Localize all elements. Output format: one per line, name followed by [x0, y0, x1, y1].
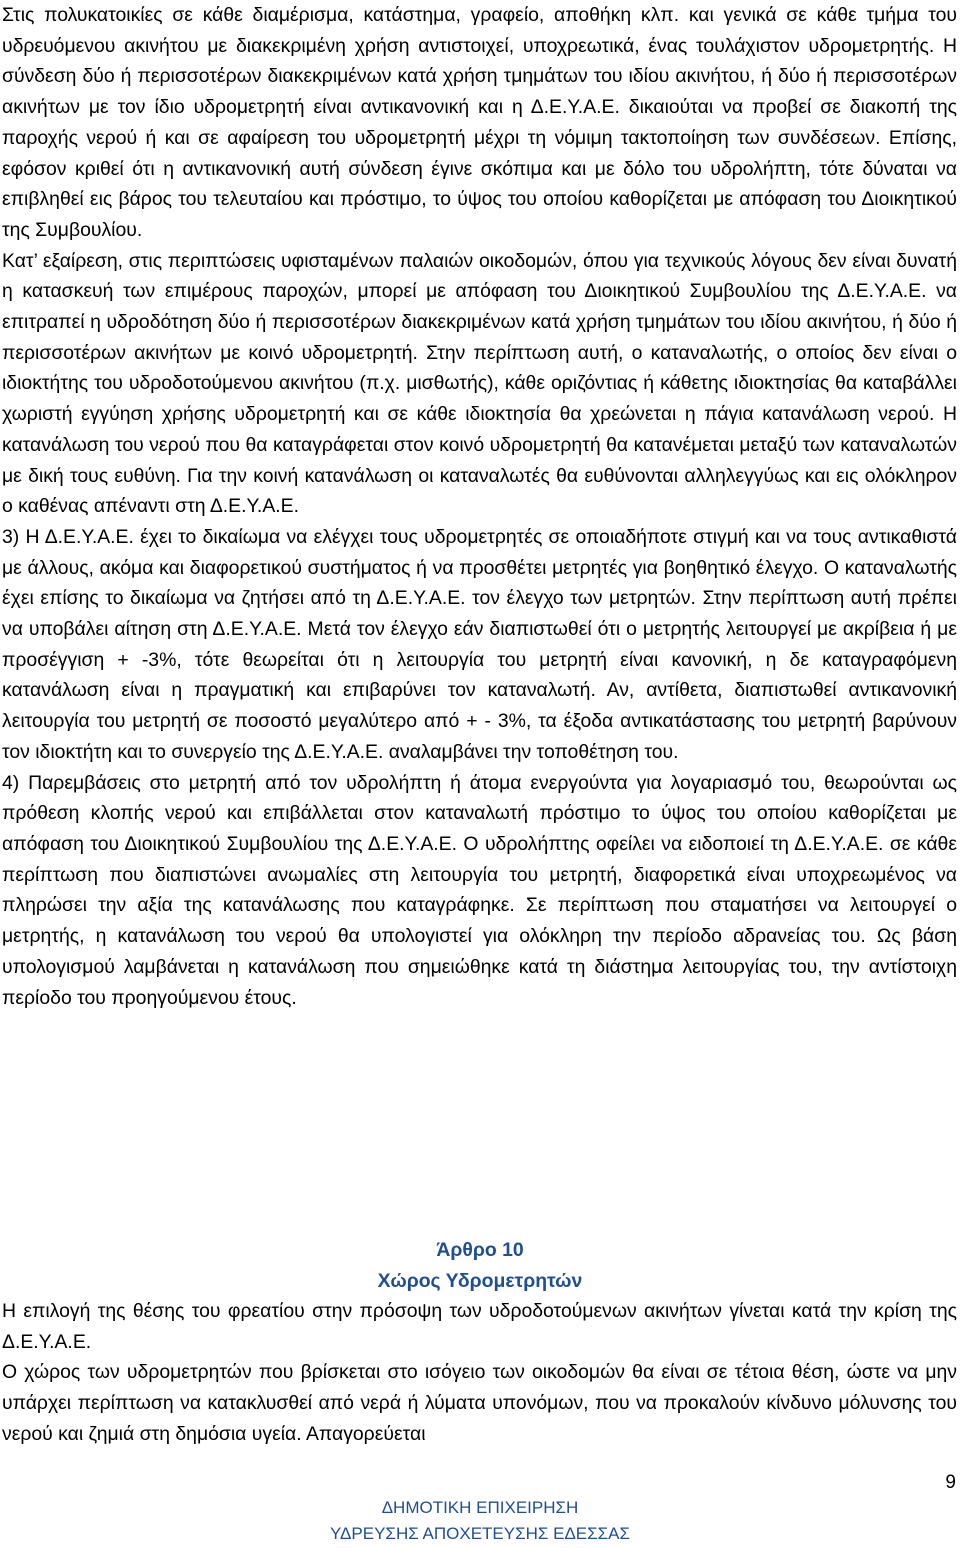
footer-line-organization: ΔΗΜΟΤΙΚΗ ΕΠΙΧΕΙΡΗΣΗ: [381, 1498, 579, 1517]
article-heading: [0, 1235, 960, 1296]
article-number: Άρθρο 10: [436, 1239, 524, 1261]
article-paragraph: Ο χώρος των υδρομετρητών που βρίσκεται στο ισόγειο των οικοδομών θα είναι σε τέτοια θέση, ώστε να μην υπάρχει περίπτωση να κατακλυσθεί από νερά ή λύματα υπονόμων, που να προκαλούν κίνδυνο μόλυνσης του νερού και ζημιά στη δημόσια υγεία. Απαγορεύεται: [2, 1361, 957, 1445]
body-paragraph: Στις πολυκατοικίες σε κάθε διαμέρισμα, κατάστημα, γραφείο, αποθήκη κλπ. και γενικά σε κάθε τμήμα του υδρευόμενου ακινήτου με διακεκριμένη χρήση αντιστοιχεί, υποχρεωτικά, ένας τουλάχιστον υδρομετρητής. Η σύνδεση δύο ή περισσοτέρων διακεκριμένων κατά χρήση τμημάτων του ιδίου ακινήτου, ή δύο ή περισσοτέρων ακινήτων με τον ίδιο υδρομετρητή είναι αντικανονική και η Δ.Ε.Υ.Α.Ε. δικαιούται να προβεί σε διακοπή της παροχής νερού ή και σε αφαίρεση του υδρομετρητή μέχρι τη νόμιμη τακτοποίηση των συνδέσεων. Επίσης, εφόσον κριθεί ότι η αντικανονική αυτή σύνδεση έγινε σκόπιμα και με δόλο του υδρολήπτη, τότε δύναται να επιβληθεί εις βάρος του τελευταίου και πρόστιμο, το ύψος του οποίου καθορίζεται με απόφαση του Διοικητικού της Συμβουλίου.: [2, 4, 957, 241]
document-body: [2, 0, 957, 1013]
page-footer: [0, 1495, 960, 1547]
article-paragraph: Η επιλογή της θέσης του φρεατίου στην πρόσοψη των υδροδοτούμενων ακινήτων γίνεται κατά την κρίση της Δ.Ε.Υ.Α.Ε.: [2, 1300, 957, 1353]
footer-line-service: ΥΔΡΕΥΣΗΣ ΑΠΟΧΕΤΕΥΣΗΣ ΕΔΕΣΣΑΣ: [329, 1524, 631, 1543]
article-body: [2, 1296, 957, 1450]
body-paragraph: Κατ’ εξαίρεση, στις περιπτώσεις υφισταμένων παλαιών οικοδομών, όπου για τεχνικούς λόγους δεν είναι δυνατή η κατασκευή των επιμέρους παροχών, μπορεί με απόφαση του Διοικητικού Συμβουλίου της Δ.Ε.Υ.Α.Ε. να επιτραπεί η υδροδότηση δύο ή περισσοτέρων διακεκριμένων κατά χρήση τμημάτων του ιδίου ακινήτου, ή δύο ή περισσοτέρων ακινήτων με κοινό υδρομετρητή. Στην περίπτωση αυτή, ο καταναλωτής, ο οποίος δεν είναι ο ιδιοκτήτης του υδροδοτούμενου ακινήτου (π.χ. μισθωτής), κάθε οριζόντιας ή κάθετης ιδιοκτησίας θα καταβάλλει χωριστή εγγύηση χρήσης υδρομετρητή και σε κάθε ιδιοκτησία θα χρεώνεται η πάγια κατανάλωση νερού. Η κατανάλωση του νερού που θα καταγράφεται στον κοινό υδρομετρητή θα κατανέμεται μεταξύ των καταναλωτών με δική τους ευθύνη. Για την κοινή κατανάλωση οι καταναλωτές θα ευθύνονται αλληλεγγύως και εις ολόκληρον ο καθένας απέναντι στη Δ.Ε.Υ.Α.Ε.: [2, 249, 957, 518]
body-paragraph: 4) Παρεμβάσεις στο μετρητή από τον υδρολήπτη ή άτομα ενεργούντα για λογαριασμό του, θεωρούνται ως πρόθεση κλοπής νερού και επιβάλλεται στον καταναλωτή πρόστιμο το ύψος του οποίου καθορίζεται με απόφαση του Διοικητικού Συμβουλίου της Δ.Ε.Υ.Α.Ε. Ο υδρολήπτης οφείλει να ειδοποιεί τη Δ.Ε.Υ.Α.Ε. σε κάθε περίπτωση που διαπιστώνει ανωμαλίες στη λειτουργία του μετρητή, διαφορετικά είναι υποχρεωμένος να πληρώσει την αξία της κατανάλωσης που καταγράφηκε. Σε περίπτωση που σταματήσει να λειτουργεί ο μετρητής, η κατανάλωση του νερού θα υπολογιστεί για ολόκληρη την περίοδο αδρανείας του. Ως βάση υπολογισμού λαμβάνεται η κατανάλωση που σημειώθηκε κατά τη διάστημα λειτουργίας του, την αντίστοιχη περίοδο του προηγούμενου έτους.: [2, 771, 957, 1009]
article-title: Χώρος Υδρομετρητών: [377, 1269, 583, 1292]
body-paragraph: 3) Η Δ.Ε.Υ.Α.Ε. έχει το δικαίωμα να ελέγχει τους υδρομετρητές σε οποιαδήποτε στιγμή και να τους αντικαθιστά με άλλους, ακόμα και διαφορετικού συστήματος ή να προσθέτει μετρητές για βοηθητικό έλεγχο. Ο καταναλωτής έχει επίσης το δικαίωμα να ζητήσει από τη Δ.Ε.Υ.Α.Ε. τον έλεγχο των μετρητών. Στην περίπτωση αυτή πρέπει να υποβάλει αίτηση στη Δ.Ε.Υ.Α.Ε. Μετά τον έλεγχο εάν διαπιστωθεί ότι ο μετρητής λειτουργεί με ακρίβεια ή με προσέγγιση + -3%, τότε θεωρείται ότι η λειτουργία του μετρητή είναι κανονική, η δε καταγραφόμενη κατανάλωση είναι η πραγματική και επιβαρύνει τον καταναλωτή. Αν, αντίθετα, διαπιστωθεί αντικανονική λειτουργία του μετρητή σε ποσοστό μεγαλύτερο από + - 3%, τα έξοδα αντικατάστασης του μετρητή βαρύνουν τον ιδιοκτήτη και το συνεργείο της Δ.Ε.Υ.Α.Ε. αναλαμβάνει την τοποθέτηση του.: [2, 525, 957, 763]
page-number: 9: [945, 1472, 956, 1493]
